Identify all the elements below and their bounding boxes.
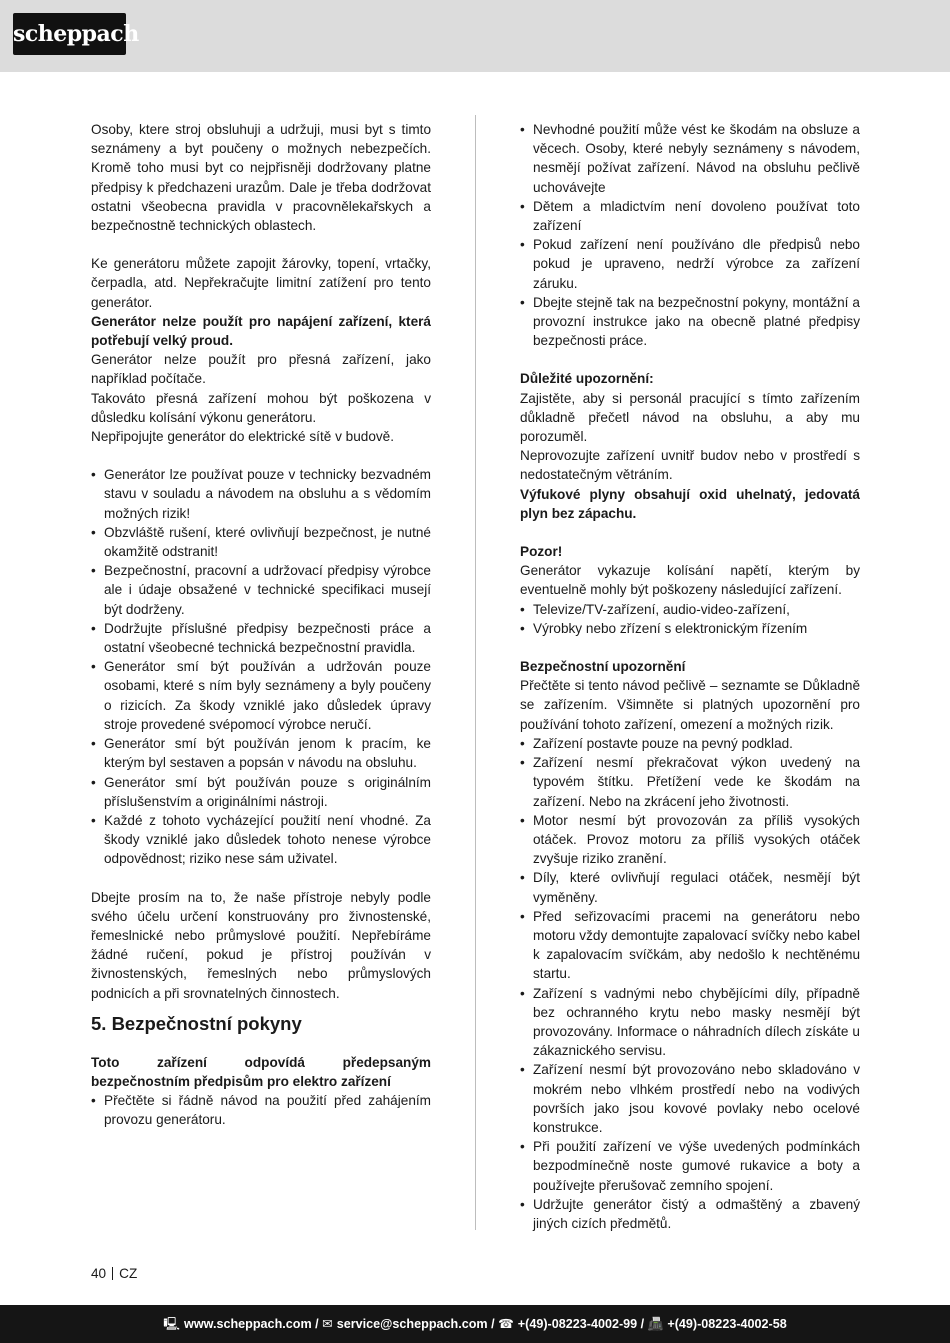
section-title: 5. Bezpečnostní pokyny <box>91 1012 302 1034</box>
list-item: • Dětem a mladictvím není dovoleno používat toto zařízení <box>520 198 860 234</box>
list-item: • Generátor smí být používán pouze s originálním příslušenstvím a originálními nástroji. <box>91 774 431 809</box>
list-item: • Generátor smí být používán a udržován pouze osobami, které s ním byly seznámeny a byly poučeny o rizicích. Za škody vzniklé jako důsledek úpravy stroje provedené svépomocí výrobce neručí. <box>91 659 431 732</box>
warning-text: Výfukové plyny obsahují oxid uhelnatý, jedovatá plyn bez zápachu. <box>520 486 860 521</box>
phone-icon: ☎ <box>498 1317 514 1331</box>
list-item: • Motor nesmí být provozován za příliš vysokých otáček. Provoz motoru za příliš vysokých otáček zvyšuje riziko zranění. <box>520 812 860 867</box>
header-band <box>0 0 950 72</box>
right-column <box>520 120 860 1233</box>
list-item: • Generátor smí být používán jenom k pracím, ke kterým byl sestaven a popsán v návodu na obsluhu. <box>91 736 431 771</box>
list-item: • Generátor lze používat pouze v technicky bezvadném stavu v souladu a návodem na obsluhu a s vědomím možných rizik! <box>91 467 431 521</box>
scheppach-logo: scheppach <box>13 13 126 55</box>
computer-icon: 🖳 <box>163 1317 181 1331</box>
list-item: • Před seřizovacími pracemi na generátoru nebo motoru vždy demontujte zapalovací svíčky nebo kabel k zapalovacím svíčkám, aby nedošlo k nechtěnému startu. <box>520 908 860 982</box>
list-item: • Zařízení s vadnými nebo chybějícími díly, případně bez ochranného krytu nebo masky nesmějí být provozovány. Informace o náhradních dílech získáte u zákaznického servisu. <box>520 985 860 1059</box>
list-item: • Díly, které ovlivňují regulaci otáček, nesmějí být vyměněny. <box>520 870 860 905</box>
website-link[interactable]: www.scheppach.com / <box>184 1317 319 1331</box>
paragraph: Takováto přesná zařízení mohou být poškozena v důsledku kolísání výkonu generátoru. <box>91 390 431 425</box>
paragraph: Dbejte prosím na to, že naše přístroje nebyly podle svého účelu určení konstruovány pro živnostenské, řemeslnické nebo průmyslové použití. Nepřebíráme žádné ručení, pokud je přístroj používán v živnostenských, řemeslných nebo průmyslových podnicích a při srovnatelných činnostech. <box>91 889 431 1001</box>
list-item: • Každé z tohoto vycházející použití není vhodné. Za škody vzniklé jako důsledek tohoto nenese výrobce odpovědnost; riziko nese sám uživatel. <box>91 812 431 867</box>
list-item: • Dbejte stejně tak na bezpečnostní pokyny, montážní a provozní instrukce jako na obecně platné předpisy bezpečnosti práce. <box>520 294 860 349</box>
paragraph: Přečtěte si tento návod pečlivě – seznamte se Důkladně se zařízením. Všimněte si platných upozornění pro používání tohoto zařízení, omezení a možných rizik. <box>520 678 860 732</box>
paragraph: Zajistěte, aby si personál pracující s tímto zařízením důkladně přečetl návod na obsluhu, a aby mu porozuměl. <box>520 390 860 445</box>
list-item: • Nevhodné použití může vést ke škodám na obsluze a věcech. Osoby, které nebyly seznámeny s návodem, nesmějí požívat zařízení. Návod na obsluhu pečlivě uchovávejte <box>520 122 860 195</box>
paragraph: Neprovozujte zařízení uvnitř budov nebo v prostředí s nedostatečným větráním. <box>520 448 860 483</box>
list-item: • Televize/TV-zařízení, audio-video-zařízení, <box>520 601 790 617</box>
fax-number: +(49)-08223-4002-58 <box>667 1317 787 1331</box>
left-column <box>91 120 431 1130</box>
bullet-list <box>91 1091 431 1129</box>
page-number: 40 CZ <box>91 1266 138 1281</box>
paragraph: Osoby, ktere stroj obsluhuji a udržuji, musi byt s timto seznámeny a byt poučeny o možnych nebezpečích. Kromě toho musi byt co nejpřisněji dodržovany platne předpisy k předchazeni urazům. Dale je třeba dodržovat ostatni všeobecna pravidla v pracovnělekařskych a bezpečnostně technických oblastech. <box>91 122 431 234</box>
paragraph: Ke generátoru můžete zapojit žárovky, topení, vrtačky, čerpadla, atd. Nepřekračujte limitní zatížení pro tento generátor. <box>91 256 431 310</box>
list-item: • Pokud zařízení není používáno dle předpisů nebo pokud je upraveno, nedrží výrobce za zařízení záruku. <box>520 237 860 291</box>
paragraph: Nepřipojujte generátor do elektrické sítě v budově. <box>91 429 395 445</box>
subsection-heading: Toto zařízení odpovídá předepsaným bezpečnostním předpisům pro elektro zařízení <box>91 1054 431 1089</box>
fax-icon: 📠 <box>647 1317 664 1331</box>
list-item: • Dodržujte příslušné předpisy bezpečnosti práce a ostatní všeobecné technická bezpečnostní pravidla. <box>91 620 431 656</box>
warning-text: Generátor nelze použít pro napájení zařízení, která potřebují velký proud. <box>91 313 431 349</box>
bullet-list <box>520 120 860 350</box>
list-item: • Udržujte generátor čistý a odmaštěný a zbavený jiných cizích předmětů. <box>520 1196 860 1231</box>
list-item: • Výrobky nebo zřízení s elektronickým řízením <box>520 620 808 636</box>
phone-number: +(49)-08223-4002-99 / <box>517 1317 645 1331</box>
caution-heading: Pozor! <box>520 544 563 560</box>
column-divider <box>475 115 476 1230</box>
mail-icon: ✉ <box>322 1317 333 1331</box>
list-item: • Při použití zařízení ve výše uvedených podmínkách bezpodmínečně noste gumové rukavice a boty a používejte přerušovač zemního spojení. <box>520 1139 860 1193</box>
list-item: • Přečtěte si řádně návod na použití před zahájením provozu generátoru. <box>91 1093 431 1128</box>
list-item: • Zařízení postavte pouze na pevný podklad. <box>520 735 793 751</box>
bullet-list <box>520 600 860 638</box>
bullet-list <box>520 734 860 1233</box>
list-item: • Zařízení nesmí být provozováno nebo skladováno v mokrém nebo vlhkém prostředí nebo na vodivých površích jako jsou kovové povlaky nebo ocelové konstrukce. <box>520 1062 860 1135</box>
paragraph: Generátor nelze použít pro přesná zařízení, jako například počítače. <box>91 352 431 387</box>
list-item: • Zařízení nesmí překračovat výkon uvedený na typovém štítku. Přetížení vede ke škodám na zařízení. Nebo na zkrácení jeho životnosti. <box>520 755 860 809</box>
list-item: • Obzvláště rušení, které ovlivňují bezpečnost, je nutné okamžitě odstranit! <box>91 524 431 560</box>
list-item: • Bezpečnostní, pracovní a udržovací předpisy výrobce ale i údaje obsažené v technické specifikaci musejí být dodrženy. <box>91 563 431 617</box>
footer-bar <box>0 1305 950 1343</box>
email-link[interactable]: service@scheppach.com / <box>336 1317 495 1331</box>
important-heading: Důležité upozornění: <box>520 371 654 387</box>
paragraph: Generátor vykazuje kolísání napětí, kterým by eventuelně mohly být poškozeny následující zařízení. <box>520 563 860 598</box>
safety-heading: Bezpečnostní upozornění <box>520 659 686 675</box>
bullet-list <box>91 465 431 868</box>
